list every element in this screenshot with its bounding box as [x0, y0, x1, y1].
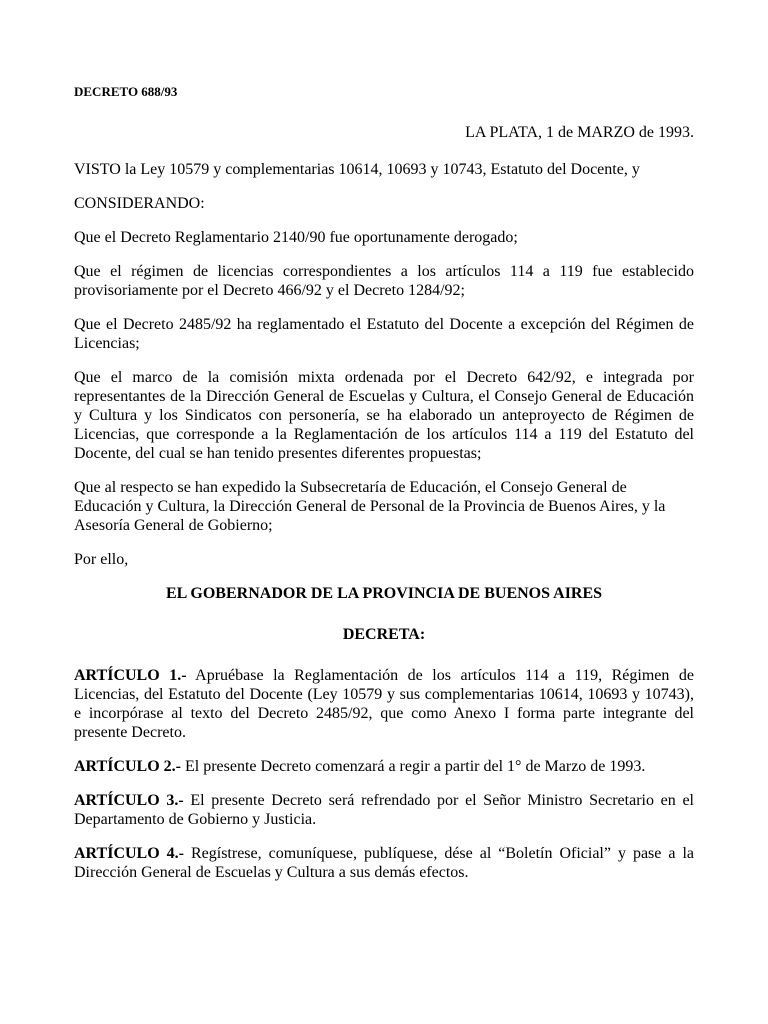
visto-paragraph: VISTO la Ley 10579 y complementarias 10614, 10693 y 10743, Estatuto del Docente, y — [74, 161, 640, 178]
article-label: ARTÍCULO 3.- — [74, 792, 184, 809]
article-text: El presente Decreto será refrendado por el Señor Ministro Secretario en el Departamento de Gobierno y Justicia. — [74, 792, 695, 828]
governor-heading: EL GOBERNADOR DE LA PROVINCIA DE BUENOS AIRES — [165, 585, 603, 602]
considerando-paragraph: Que el Decreto Reglamentario 2140/90 fue oportunamente derogado; — [74, 229, 518, 246]
article-label: ARTÍCULO 2.- — [74, 758, 181, 775]
considerando-paragraph: Que el régimen de licencias correspondientes a los artículos 114 a 119 fue establecido provisoriamente por el Decreto 466/92 y el Decreto 1284/92; — [74, 263, 694, 299]
considerando-heading: CONSIDERANDO: — [74, 195, 205, 212]
decreta-heading: DECRETA: — [342, 626, 426, 643]
considerando-paragraph: Que el Decreto 2485/92 ha reglamentado el Estatuto del Docente a excepción del Régimen de Licencias; — [74, 316, 694, 352]
considerando-paragraph: Que al respecto se han expedido la Subsecretaría de Educación, el Consejo General de Educación y Cultura, la Dirección General de Personal de la Provincia de Buenos Aires, y la Asesoría General de Gobierno; — [74, 479, 666, 534]
article-label: ARTÍCULO 4.- — [74, 845, 184, 862]
article-1 — [74, 666, 694, 742]
article-label: ARTÍCULO 1.- — [74, 667, 187, 684]
article-text: Apruébase la Reglamentación de los artículos 114 a 119, Régimen de Licencias, del Estatuto del Docente (Ley 10579 y sus complementarias 10614, 10693 y 10743), e incorpórase al texto del Decreto 2485/92, que como Anexo I forma parte integrante del presente Decreto. — [74, 667, 695, 741]
article-text: El presente Decreto comenzará a regir a partir del 1° de Marzo de 1993. — [181, 758, 646, 775]
por-ello: Por ello, — [74, 551, 129, 568]
article-2 — [74, 757, 694, 776]
decree-number: DECRETO 688/93 — [74, 84, 178, 99]
article-4 — [74, 844, 694, 882]
article-3 — [74, 791, 694, 829]
article-text: Regístrese, comuníquese, publíquese, dése al “Boletín Oficial” y pase a la Dirección General de Escuelas y Cultura a sus demás efectos. — [74, 845, 694, 881]
document-body — [74, 160, 694, 897]
considerando-paragraph: Que el marco de la comisión mixta ordenada por el Decreto 642/92, e integrada por representantes de la Dirección General de Escuelas y Cultura, el Consejo General de Educación y Cultura y los Sindicatos con personería, se ha elaborado un anteproyecto de Régimen de Licencias, que corresponde a la Reglamentación de los artículos 114 a 119 del Estatuto del Docente, del cual se han tenido presentes diferentes propuestas; — [74, 369, 694, 462]
place-date: LA PLATA, 1 de MARZO de 1993. — [465, 124, 694, 141]
